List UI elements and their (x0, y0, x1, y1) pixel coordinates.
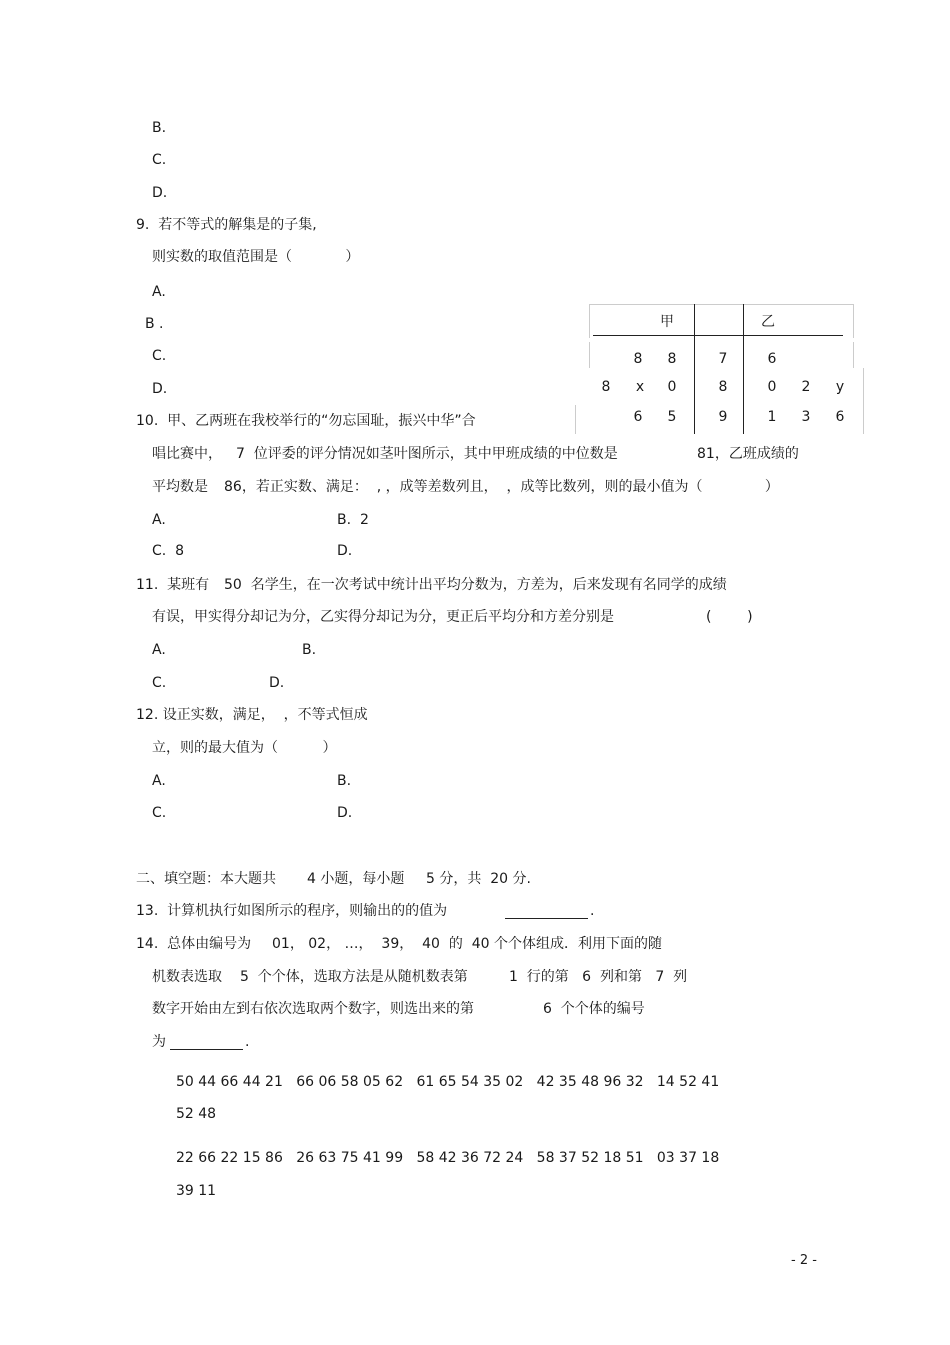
q10-option-a: A. (152, 512, 166, 528)
header-rule (593, 335, 843, 336)
stem: 8 (718, 379, 728, 395)
q10-line3a: 平均数是 (152, 479, 208, 495)
q10-option-d: D. (337, 543, 353, 559)
q13-answer-blank (505, 918, 588, 919)
q11-line1b: 50 名学生，在一次考试中统计出平均分数为，方差为，后来发现有名同学的成绩 (224, 577, 727, 593)
q14-line4-end: . (245, 1034, 250, 1050)
q11-option-c: C. (152, 675, 167, 691)
header-yi: 乙 (761, 314, 775, 330)
q9-line1: 9. 若不等式的解集是的子集, (136, 217, 317, 233)
q10-option-c: C. 8 (152, 543, 185, 559)
section2-heading: 二、填空题：本大题共 (136, 871, 276, 887)
leaf-right: 3 (801, 409, 811, 425)
random-table-row2-cont: 39 11 (176, 1183, 217, 1199)
leaf-left: x (635, 379, 645, 395)
random-table-row1-cont: 52 48 (176, 1106, 217, 1122)
q14-line2a: 机数表选取 (152, 969, 222, 985)
leaf-left: 0 (667, 379, 677, 395)
q14-line1a: 14. 总体由编号为 (136, 936, 252, 952)
q12-line1: 12. 设正实数，满足， ，不等式恒成 (136, 707, 368, 723)
stem-divider-left (694, 304, 695, 434)
leaf-left: 6 (633, 409, 643, 425)
leaf-right: 6 (767, 351, 777, 367)
q9-option-d: D. (152, 381, 168, 397)
q10-line2a: 唱比赛中， (152, 446, 222, 462)
random-table-row2: 22 66 22 15 86 26 63 75 41 99 58 42 36 72 24 58 37 52 18 51 03 37 18 (176, 1150, 720, 1166)
q14-line1b: 01， 02， …， 39， 40 的 40 个个体组成．利用下面的随 (272, 936, 663, 952)
leaf-right: 1 (767, 409, 777, 425)
header-jia: 甲 (660, 314, 674, 330)
q10-line2b: 7 位评委的评分情况如茎叶图所示，其中甲班成绩的中位数是 (236, 446, 618, 462)
q14-line3b: 6 个个体的编号 (543, 1001, 645, 1017)
q10-line1: 10. 甲、乙两班在我校举行的“勿忘国耻，振兴中华”合 (136, 413, 476, 429)
section2-count: 4 小题，每小题 (307, 871, 405, 887)
q13-end: . (590, 903, 595, 919)
q9-option-c: C. (152, 348, 167, 364)
q9-option-a: A. (152, 284, 166, 300)
q12-option-a: A. (152, 773, 166, 789)
q9-option-b: B . (145, 316, 164, 332)
q14-answer-blank (170, 1049, 243, 1050)
q11-line1a: 11. 某班有 (136, 577, 210, 593)
q14-line4: 为 (152, 1034, 166, 1050)
q11-option-b: B. (302, 642, 317, 658)
q12-line2: 立，则的最大值为（ ） (152, 740, 337, 756)
random-table-row1: 50 44 66 44 21 66 06 58 05 62 61 65 54 35 02 42 35 48 96 32 14 52 41 (176, 1074, 720, 1090)
leaf-right: y (835, 379, 845, 395)
leaf-left: 8 (601, 379, 611, 395)
q10-line2c: 81，乙班成绩的 (697, 446, 799, 462)
q8-option-b: B. (152, 120, 167, 136)
q11-option-d: D. (269, 675, 285, 691)
q10-line3b: 86，若正实数、满足： , ，成等差数列且， ，成等比数列，则的最小值为（ ） (224, 479, 779, 495)
leaf-right: 6 (835, 409, 845, 425)
q9-line2: 则实数的取值范围是（ ） (152, 249, 360, 265)
q14-line2c: 1 行的第 6 列和第 7 列 (509, 969, 688, 985)
q12-option-b: B. (337, 773, 352, 789)
q12-option-c: C. (152, 805, 167, 821)
leaf-right: 0 (767, 379, 777, 395)
leaf-left: 8 (667, 351, 677, 367)
q11-option-a: A. (152, 642, 166, 658)
q12-option-d: D. (337, 805, 353, 821)
q14-line2b: 5 个个体，选取方法是从随机数表第 (240, 969, 468, 985)
leaf-right: 2 (801, 379, 811, 395)
q8-option-c: C. (152, 152, 167, 168)
stem: 7 (718, 351, 728, 367)
q11-line2: 有误，甲实得分却记为分，乙实得分却记为分，更正后平均分和方差分别是 (152, 609, 614, 625)
page-number: - 2 - (791, 1253, 817, 1268)
q13-text: 13. 计算机执行如图所示的程序，则输出的的值为 (136, 903, 448, 919)
q11-paren: ( ) (706, 609, 753, 625)
leaf-left: 8 (633, 351, 643, 367)
stem: 9 (718, 409, 728, 425)
stem-divider-right (743, 304, 744, 434)
q8-option-d: D. (152, 185, 168, 201)
leaf-left: 5 (667, 409, 677, 425)
section2-score: 5 分，共 20 分. (426, 871, 531, 887)
q14-line3a: 数字开始由左到右依次选取两个数字，则选出来的第 (152, 1001, 474, 1017)
q10-option-b: B. 2 (337, 512, 369, 528)
